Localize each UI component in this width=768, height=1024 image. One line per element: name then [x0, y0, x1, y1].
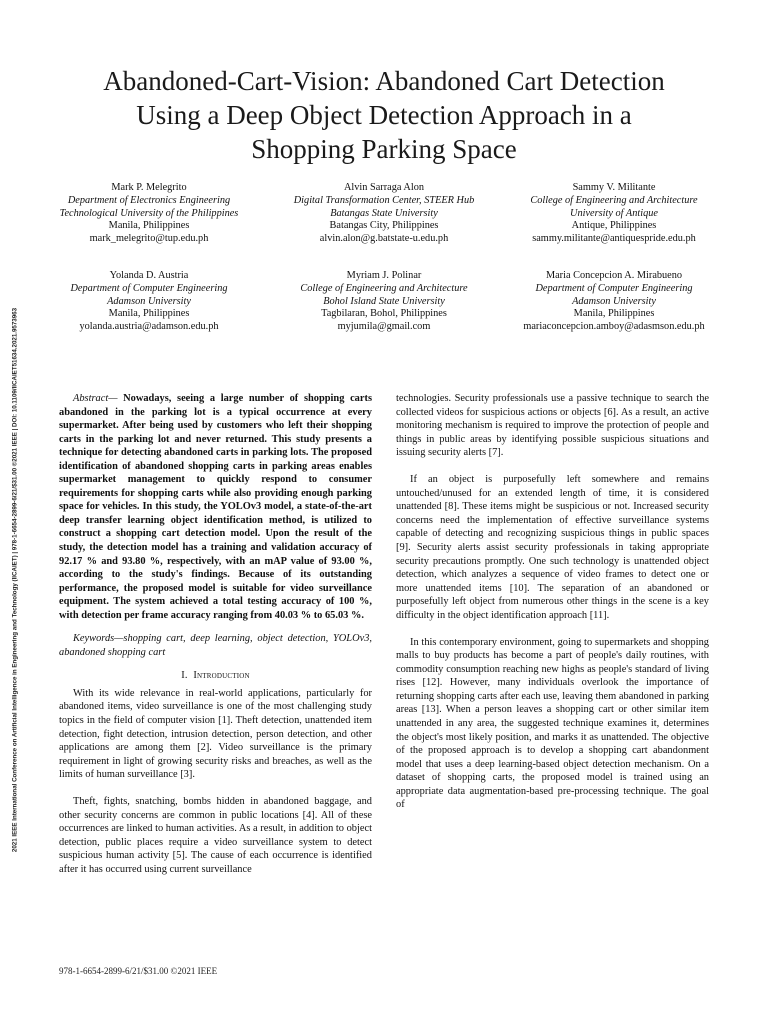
author-location: Manila, Philippines: [108, 308, 190, 320]
author-department: Department of Computer Engineering: [535, 282, 693, 294]
keywords: Keywords—shopping cart, deep learning, object detection, YOLOv3, abandoned shopping cart: [59, 633, 372, 658]
author-institution: Adamson University: [107, 295, 191, 307]
author-card: [489, 182, 739, 246]
author-name: Maria Concepcion A. Mirabueno: [545, 270, 683, 281]
paragraph-gap: [396, 460, 709, 474]
section-heading: [59, 669, 372, 683]
author-email: myjumila@gmail.com: [337, 321, 431, 333]
author-email: mariaconcepcion.amboy@adasmson.edu.ph: [523, 321, 705, 333]
section-number: I.: [181, 670, 188, 682]
body-paragraph: If an object is purposefully left somewhere and remains untouched/unused for an extended length of time, it is considered unattended [8]. These items might be suspicious or not. Increased security concerns need the implementation of effective surveillance systems capable of detecting and recognizing suspicious things in public spaces [9]. Security alerts assist security professionals in taking appropriate security precautions promptly. One such technology is unattended object detection, which analyzes a sequence of video frames to detect one or more unattended items [10]. The separation of an abandoned or purposefully left object from numerous other things in the scene is a key difficulty in the object identification approach [11].: [396, 474, 709, 621]
abstract-body: Nowadays, seeing a large number of shopping carts abandoned in the parking lot is a typical occurrence at every supermarket. After being used by customers who left their shopping carts in the parking lot and never returned. This study presents a technique for detecting abandoned carts in parking lots. The proposed identification of abandoned shopping carts in parking areas enables supermarket management to quickly respond to consumer requirements for shopping carts while also providing enough parking space for vehicles. In this study, the YOLOv3 model, a state-of-the-art deep transfer learning object identification method, is utilized to construct a shopping cart detection model. Upon the result of the study, the detection model has a training and validation accuracy of 92.17 % and 93.80 %, respectively, with an mAP value of 93.00 %, according to the study's findings. Because of its outstanding performance, the proposed model is suitable for video surveillance equipment. The system achieved a total testing accuracy of 100 %, with detection per frame accuracy ranging from 40.03 % to 65.03 %.: [59, 393, 372, 621]
author-email: alvin.alon@g.batstate-u.edu.ph: [319, 233, 449, 245]
author-department: College of Engineering and Architecture: [530, 194, 698, 206]
author-name: Yolanda D. Austria: [109, 270, 189, 281]
author-department: Department of Computer Engineering: [70, 282, 228, 294]
body-paragraph: In this contemporary environment, going to supermarkets and shopping malls to buy products has become a part of people's daily routines, with commodity consumption reaching new highs as people's standard of living rises [12]. However, many individuals overlook the importance of returning shopping carts after each use, leaving them abandoned in parking areas [13]. When a person leaves a shopping cart or other similar item unattended in any area, the suggested technique examines it, determines the object's most likely position, and marks it as unattended. The objective of the proposed approach is to develop a shopping cart abandonment model that uses a deep learning-based object detection mechanism. On a dataset of shopping carts, the proposed model is trained using an appropriate data augmentation-based pre-processing technique. The goal of: [396, 636, 709, 811]
abstract: [59, 392, 372, 622]
left-column: [59, 392, 372, 877]
right-column: [396, 392, 709, 812]
author-name: Sammy V. Militante: [572, 182, 656, 193]
title-line: Shopping Parking Space: [251, 134, 517, 164]
author-email: mark_melegrito@tup.edu.ph: [89, 233, 209, 245]
body-paragraph: With its wide relevance in real-world applications, particularly for abandoned items, video surveillance is one of the most challenging study topics in the field of computer vision [1]. Theft detection, unattended item detection, fight detection, intrusion detection, person detection, and other applications are among them [2]. Video surveillance is the primary requirement in light of growing security risks and breaches, as well as the limits of human surveillance [3].: [59, 687, 372, 781]
author-location: Antique, Philippines: [571, 220, 657, 232]
paragraph-gap: [59, 782, 372, 796]
paper-title: [40, 64, 728, 166]
author-department: College of Engineering and Architecture: [300, 282, 468, 294]
author-location: Manila, Philippines: [573, 308, 655, 320]
author-name: Alvin Sarraga Alon: [343, 182, 425, 193]
author-card: [259, 182, 509, 246]
section-title: Introduction: [193, 670, 250, 682]
author-department: Digital Transformation Center, STEER Hub: [293, 194, 475, 206]
author-name: Myriam J. Polinar: [346, 270, 422, 281]
author-card: [24, 182, 274, 246]
author-institution: Adamson University: [572, 295, 656, 307]
conference-sidebar: [8, 190, 22, 970]
author-card: [489, 270, 739, 334]
author-card: [24, 270, 274, 334]
author-department: Department of Electronics Engineering: [67, 194, 231, 206]
abstract-lead: Abstract—: [73, 393, 118, 404]
author-institution: Batangas State University: [330, 207, 438, 219]
paragraph-gap: [396, 622, 709, 636]
author-institution: Technological University of the Philippines: [59, 207, 239, 219]
copyright-footer: 978-1-6654-2899-6/21/$31.00 ©2021 IEEE: [59, 966, 218, 976]
body-paragraph: Theft, fights, snatching, bombs hidden in abandoned baggage, and other security concerns are common in public locations [4]. All of these occurrences are linked to human activities. As a result, in addition to object detection, public places require a video surveillance system to detect suspicious human activity [5]. The cause of each occurrence is identified after it has occurred using current surveillance: [59, 796, 372, 875]
author-institution: Bohol Island State University: [323, 295, 445, 307]
author-location: Tagbilaran, Bohol, Philippines: [321, 308, 447, 320]
title-line: Using a Deep Object Detection Approach in a: [136, 100, 632, 130]
body-paragraph: technologies. Security professionals use a passive technique to search the collected videos for suspicious actions or objects [6]. As a result, an active monitoring mechanism is required to improve the protection of people and things in public areas by identifying possible suspicious situations and issuing security alerts [7].: [396, 393, 709, 459]
author-card: [259, 270, 509, 334]
title-line: Abandoned-Cart-Vision: Abandoned Cart Detection: [103, 66, 665, 96]
author-name: Mark P. Melegrito: [111, 182, 187, 193]
author-location: Batangas City, Philippines: [329, 220, 439, 232]
author-location: Manila, Philippines: [108, 220, 190, 232]
author-email: yolanda.austria@adamson.edu.ph: [79, 321, 219, 333]
author-institution: University of Antique: [570, 207, 658, 219]
conference-doi-text: 2021 IEEE International Conference on Artificial Intelligence in Engineering and Technology (IICAIET) | 978-1-6654-2899-6/21/$31.00 ©2021 IEEE | DOI: 10.1109/IICAIET51634.2021.9573963: [11, 307, 19, 853]
author-email: sammy.militante@antiquespride.edu.ph: [532, 233, 696, 245]
